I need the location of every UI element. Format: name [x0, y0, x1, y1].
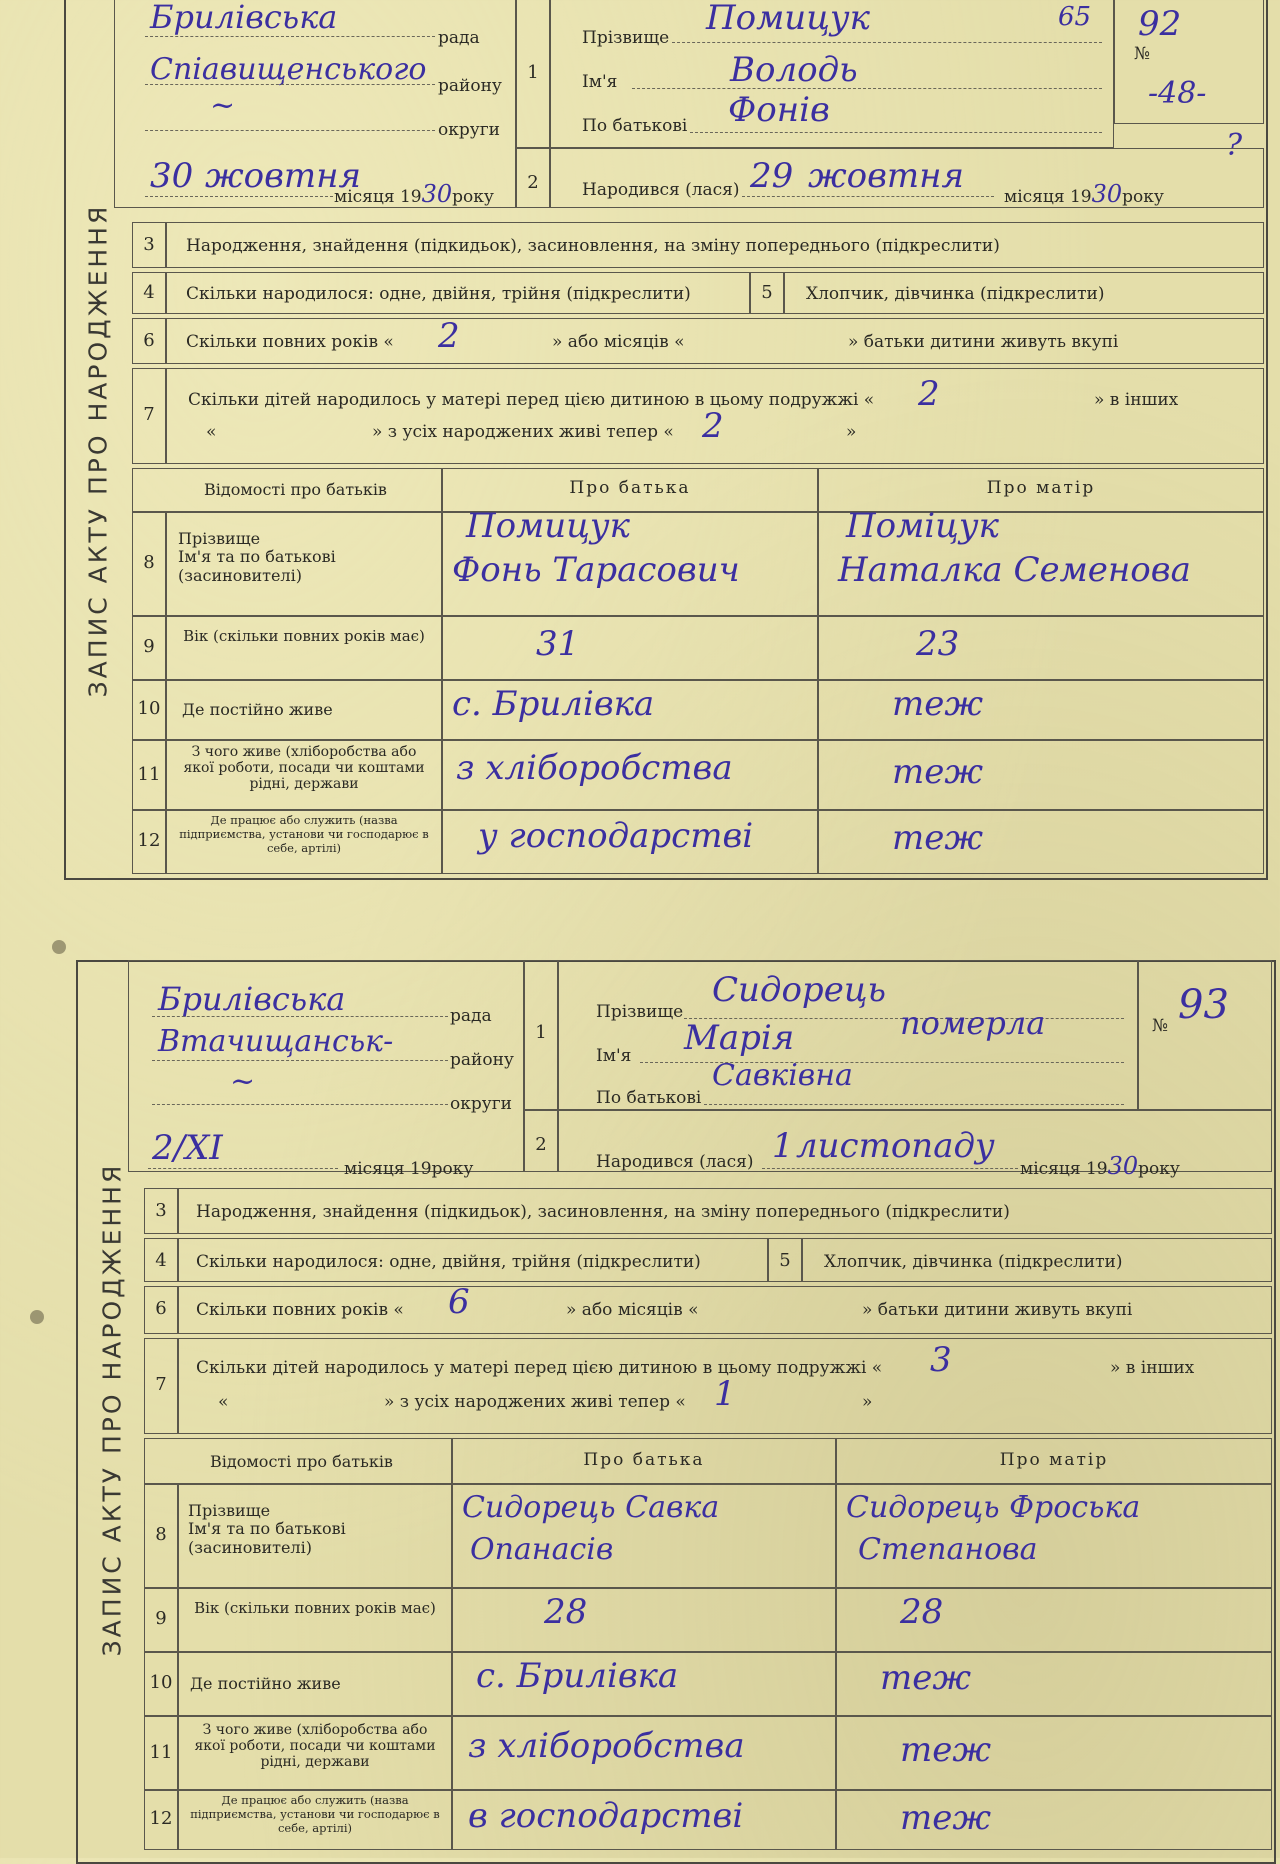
row-9-label: Вік (скільки повних років має)	[194, 1599, 436, 1617]
row-num-9: 9	[143, 636, 155, 657]
surname-value: Помицук	[706, 0, 870, 38]
father-name-value: Фонь Тарасович	[452, 550, 740, 590]
rada-label: рада	[450, 1006, 492, 1026]
row-num-2: 2	[527, 172, 539, 193]
row-8-label: Прізвище Ім'я та по батькові (засиновителі)	[188, 1501, 346, 1557]
record-number: 92	[1138, 4, 1182, 44]
okrug-value: ~	[230, 1064, 256, 1099]
row-10-label: Де постійно живе	[190, 1674, 341, 1693]
birth-record-card-1	[0, 0, 1280, 900]
mother-lives-value: теж	[892, 684, 984, 724]
row-12-label: Де працює або служить (назва підприємства, установи чи господарює в себе, артілі)	[190, 1793, 440, 1835]
parents-header: Відомості про батьків	[204, 480, 387, 499]
row-12-label: Де працює або служить (назва підприємства, установи чи господарює в себе, артілі)	[179, 813, 429, 855]
row-7-text-d: » з усіх народжених живі тепер «	[384, 1392, 686, 1412]
okrug-value: ~	[210, 88, 236, 123]
father-source-value: з хліборобства	[456, 748, 733, 788]
corner-note: 65	[1058, 2, 1092, 32]
mother-surname-value: Сидорець Фроська	[846, 1490, 1141, 1525]
reg-day-value: 2/XI	[152, 1128, 223, 1168]
row-num-1: 1	[527, 62, 539, 83]
number-sign: №	[1134, 44, 1151, 64]
mother-work-value: теж	[900, 1798, 992, 1838]
question-mark: ?	[1226, 128, 1243, 163]
born-day-value: 1	[772, 1126, 794, 1166]
rajon-label: району	[438, 76, 502, 96]
row-9-label: Вік (скільки повних років має)	[183, 627, 425, 645]
row-7-text-d: » з усіх народжених живі тепер «	[372, 422, 674, 442]
row-num-6: 6	[143, 330, 155, 351]
row-num-5: 5	[779, 1250, 791, 1271]
mother-name-value: Наталка Семенова	[838, 550, 1191, 590]
okrug-line	[145, 130, 435, 131]
row-num-4: 4	[155, 1250, 167, 1271]
name-line	[632, 88, 1102, 89]
vertical-label-text: ЗАПИС АКТУ ПРО НАРОДЖЕННЯ	[83, 203, 113, 697]
patronymic-value: Фонів	[728, 90, 830, 130]
row-7-text-b: » в інших	[1094, 390, 1179, 410]
record-number: 93	[1178, 982, 1229, 1028]
children-alive-value: 2	[702, 406, 724, 446]
row-3-text: Народження, знайдення (підкидьок), засиновлення, на зміну попереднього (підкреслити)	[196, 1202, 1010, 1222]
father-lives-value: с. Брилівка	[476, 1656, 679, 1696]
surname-line	[672, 42, 1102, 43]
rada-line	[145, 36, 435, 37]
father-header: Про батька	[569, 478, 691, 498]
children-before-value: 2	[918, 374, 940, 414]
rada-line	[152, 1016, 448, 1017]
mother-name-value: Степанова	[858, 1532, 1038, 1567]
patronymic-label: По батькові	[596, 1088, 702, 1108]
name-value: Марія	[684, 1018, 795, 1058]
row-3-text: Народження, знайдення (підкидьок), засиновлення, на зміну попереднього (підкреслити)	[186, 236, 1000, 256]
row-6-tail: » батьки дитини живуть вкупі	[848, 332, 1119, 352]
row-7-text-a: Скільки дітей народилось у матері перед цією дитиною в цьому подружжі «	[196, 1358, 883, 1378]
father-lives-value: с. Брилівка	[452, 684, 655, 724]
row-7-text-e: »	[846, 422, 857, 442]
row-6-months-label: » або місяців «	[552, 332, 685, 352]
born-year-label: місяця 1930року	[1004, 180, 1164, 208]
row-6-tail: » батьки дитини живуть вкупі	[862, 1300, 1133, 1320]
patronymic-value: Савківна	[712, 1058, 853, 1093]
children-alive-value: 1	[714, 1374, 736, 1414]
reg-year-label: місяця 1930року	[334, 180, 494, 208]
row-num-8: 8	[143, 552, 155, 573]
name-label: Ім'я	[582, 72, 618, 92]
birth-record-card-2	[0, 960, 1280, 1858]
father-work-value: у господарстві	[478, 816, 754, 856]
row-num-7: 7	[155, 1374, 167, 1395]
row-9-label-cell	[166, 616, 442, 680]
reg-day-value: 30	[150, 156, 194, 196]
rajon-value: Втачищанськ-	[158, 1024, 394, 1059]
reg-date-line	[145, 196, 333, 197]
father-surname-value: Помицук	[466, 506, 630, 546]
row-num-12: 12	[137, 830, 161, 851]
mother-source-cell	[818, 740, 1264, 810]
row-8-label: Прізвище Ім'я та по батькові (засиновителі)	[178, 529, 336, 585]
rajon-line	[152, 1060, 448, 1061]
father-name-value: Опанасів	[470, 1532, 614, 1567]
row-9-label-cell	[178, 1588, 452, 1652]
row-num-11: 11	[149, 1742, 173, 1763]
row-num-8: 8	[155, 1524, 167, 1545]
row-num-12: 12	[149, 1808, 173, 1829]
row-num-10: 10	[137, 698, 161, 719]
parents-header: Відомості про батьків	[210, 1452, 393, 1471]
born-month-value: листопаду	[796, 1126, 995, 1166]
patronymic-label: По батькові	[582, 116, 688, 136]
rada-label: рада	[438, 28, 480, 48]
reg-month-value: жовтня	[205, 156, 362, 196]
reg-year-label: місяця 19року	[344, 1159, 474, 1179]
row-num-2: 2	[535, 1134, 547, 1155]
row-num-4: 4	[143, 282, 155, 303]
mother-lives-cell	[818, 680, 1264, 740]
mother-age-value: 28	[900, 1592, 944, 1632]
vertical-label-text: ЗАПИС АКТУ ПРО НАРОДЖЕННЯ	[97, 1162, 127, 1656]
rajon-value: Спіавищенського	[150, 52, 427, 87]
row-4-text: Скільки народилося: одне, двійня, трійня (підкреслити)	[186, 284, 691, 304]
row-10-label: Де постійно живе	[182, 700, 333, 719]
mother-header: Про матір	[999, 1450, 1109, 1470]
father-surname-value: Сидорець Савка	[462, 1490, 720, 1525]
row-num-10: 10	[149, 1672, 173, 1693]
row-6-years-label: Скільки повних років «	[186, 332, 394, 352]
father-work-value: в господарстві	[468, 1796, 744, 1836]
okrug-line	[152, 1104, 448, 1105]
surname-label: Прізвище	[596, 1002, 684, 1022]
patronymic-line	[690, 132, 1102, 133]
okrug-label: округи	[438, 120, 500, 140]
okrug-label: округи	[450, 1094, 512, 1114]
years-together-value: 6	[448, 1282, 470, 1322]
number-sign: №	[1152, 1016, 1169, 1036]
number-note: -48-	[1148, 76, 1207, 111]
father-age-cell	[452, 1588, 836, 1652]
row-7-text-c: «	[206, 422, 217, 442]
born-date-line	[762, 1168, 1018, 1169]
row-5-text: Хлопчик, дівчинка (підкреслити)	[824, 1252, 1123, 1272]
mother-work-cell	[818, 810, 1264, 874]
row-5-text: Хлопчик, дівчинка (підкреслити)	[806, 284, 1105, 304]
mother-work-value: теж	[892, 818, 984, 858]
row-num-3: 3	[155, 1200, 167, 1221]
mother-age-cell	[818, 616, 1264, 680]
row-num-11: 11	[137, 764, 161, 785]
reg-date-line	[148, 1168, 338, 1169]
father-age-value: 31	[536, 624, 580, 664]
binding-hole	[52, 940, 66, 954]
born-year-label: місяця 1930року	[1020, 1152, 1180, 1180]
name-label: Ім'я	[596, 1046, 632, 1066]
years-together-value: 2	[438, 316, 460, 356]
mother-header: Про матір	[986, 478, 1096, 498]
surname-value: Сидорець	[712, 970, 887, 1010]
rada-value: Брилівська	[158, 980, 346, 1018]
father-source-value: з хліборобства	[468, 1726, 745, 1766]
father-age-cell	[442, 616, 818, 680]
born-date-line	[742, 196, 994, 197]
row-num-6: 6	[155, 1298, 167, 1319]
row-7-text-b: » в інших	[1110, 1358, 1195, 1378]
born-label: Народився (лася)	[596, 1152, 754, 1172]
mother-surname-value: Поміцук	[846, 506, 999, 546]
patronymic-line	[704, 1104, 1124, 1105]
rada-value: Брилівська	[150, 0, 338, 36]
born-day-value: 29	[750, 156, 794, 196]
rajon-label: району	[450, 1050, 514, 1070]
father-header: Про батька	[583, 1450, 705, 1470]
rajon-line	[145, 84, 435, 85]
mother-source-value: теж	[892, 752, 984, 792]
surname-label: Прізвище	[582, 28, 670, 48]
name-value: Володь	[730, 50, 858, 90]
mother-lives-value: теж	[880, 1658, 972, 1698]
row-num-9: 9	[155, 1608, 167, 1629]
mother-source-value: теж	[900, 1730, 992, 1770]
father-age-value: 28	[544, 1592, 588, 1632]
row-7-text-c: «	[218, 1392, 229, 1412]
children-before-value: 3	[930, 1340, 952, 1380]
row-num-7: 7	[143, 404, 155, 425]
row-num-5: 5	[761, 282, 773, 303]
row-4-text: Скільки народилося: одне, двійня, трійня (підкреслити)	[196, 1252, 701, 1272]
row-11-label: З чого живе (хліборобства або якої роботи, посади чи коштами рідні, держави	[194, 1722, 436, 1771]
row-11-label: З чого живе (хліборобства або якої роботи, посади чи коштами рідні, держави	[183, 744, 425, 793]
mother-age-value: 23	[916, 624, 960, 664]
born-month-value: жовтня	[808, 156, 965, 196]
row-6-years-label: Скільки повних років «	[196, 1300, 404, 1320]
row-num-1: 1	[535, 1022, 547, 1043]
death-note: померла	[900, 1004, 1046, 1042]
row-7-text-a: Скільки дітей народилось у матері перед цією дитиною в цьому подружжі «	[188, 390, 875, 410]
born-label: Народився (лася)	[582, 180, 740, 200]
row-num-3: 3	[143, 234, 155, 255]
row-6-months-label: » або місяців «	[566, 1300, 699, 1320]
row-7-text-e: »	[862, 1392, 873, 1412]
